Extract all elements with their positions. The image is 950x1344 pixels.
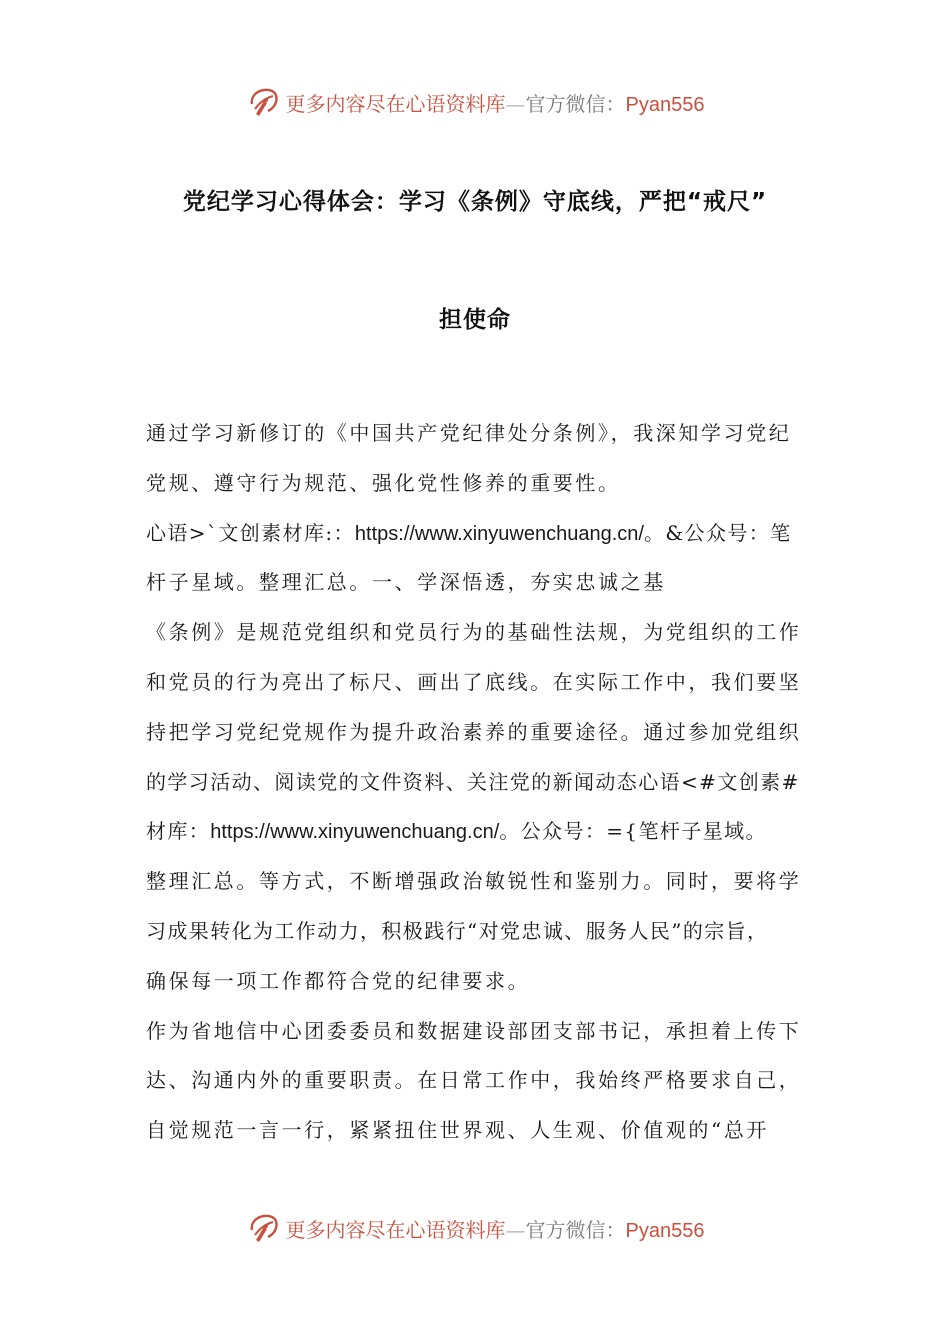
document-body: [146, 414, 818, 1161]
body-line: 整理汇总。等方式，不断增强政治敏锐性和鉴别力。同时，要将学: [146, 869, 802, 894]
banner-content: [246, 84, 705, 120]
body-line: 持把学习党纪党规作为提升政治素养的重要途径。通过参加党组织: [146, 719, 802, 744]
body-line: 通过学习新修订的《中国共产党纪律处分条例》，我深知学习党纪: [146, 421, 792, 445]
body-line-prefix: 材库：: [146, 819, 211, 844]
banner-dash: —: [505, 1217, 526, 1242]
body-line: 《条例》是规范党组织和党员行为的基础性法规，为党组织的工作: [146, 620, 802, 645]
body-line: 确保每一项工作都符合党的纪律要求。: [146, 968, 531, 993]
banner-site-text: 更多内容尽在心语资料库: [285, 91, 506, 116]
banner-content: [246, 1210, 705, 1246]
body-line-suffix: 。公众号：={笔杆子星域。: [499, 819, 767, 844]
banner-dash: —: [505, 91, 526, 116]
banner-site-text: 更多内容尽在心语资料库: [285, 1217, 506, 1242]
body-line: 达、沟通内外的重要职责。在日常工作中，我始终严格要求自己，: [146, 1068, 802, 1093]
header-banner: [0, 82, 950, 122]
body-line-prefix: 心语>`文创素材库:：: [146, 520, 355, 545]
document-title-line-2: 担使命: [439, 307, 511, 333]
footer-banner: [0, 1208, 950, 1248]
website-link[interactable]: https://www.xinyuwenchuang.cn/: [354, 522, 644, 545]
document-title-line-1: 党纪学习心得体会：学习《条例》守底线，严把“戒尺”: [182, 189, 768, 215]
website-link[interactable]: https://www.xinyuwenchuang.cn/: [210, 821, 500, 844]
pen-swirl-icon: [246, 1210, 282, 1246]
body-line: 自觉规范一言一行，紧紧扭住世界观、人生观、价值观的“总开: [146, 1118, 770, 1143]
body-line: [146, 514, 818, 564]
body-line: 作为省地信中心团委委员和数据建设部团支部书记，承担着上传下: [146, 1018, 802, 1043]
body-line-suffix: 。&公众号：笔: [643, 520, 792, 545]
pen-swirl-icon: [246, 84, 282, 120]
body-line: 杆子星域。整理汇总。一、学深悟透，夯实忠诚之基: [146, 570, 666, 595]
body-line: 和党员的行为亮出了标尺、画出了底线。在实际工作中，我们要坚: [146, 669, 802, 694]
body-line: 党规、遵守行为规范、强化党性修养的重要性。: [146, 470, 621, 495]
banner-wechat-id: Pyan556: [625, 1219, 705, 1242]
body-line: 的学习活动、阅读党的文件资料、关注党的新闻动态心语<#文创素#: [146, 769, 800, 794]
body-line: [146, 812, 818, 862]
banner-official-text: 官方微信：: [525, 1217, 626, 1242]
banner-wechat-id: Pyan556: [625, 93, 705, 116]
body-line: 习成果转化为工作动力，积极践行“对党忠诚、服务人民”的宗旨，: [146, 918, 769, 943]
banner-official-text: 官方微信：: [525, 91, 626, 116]
